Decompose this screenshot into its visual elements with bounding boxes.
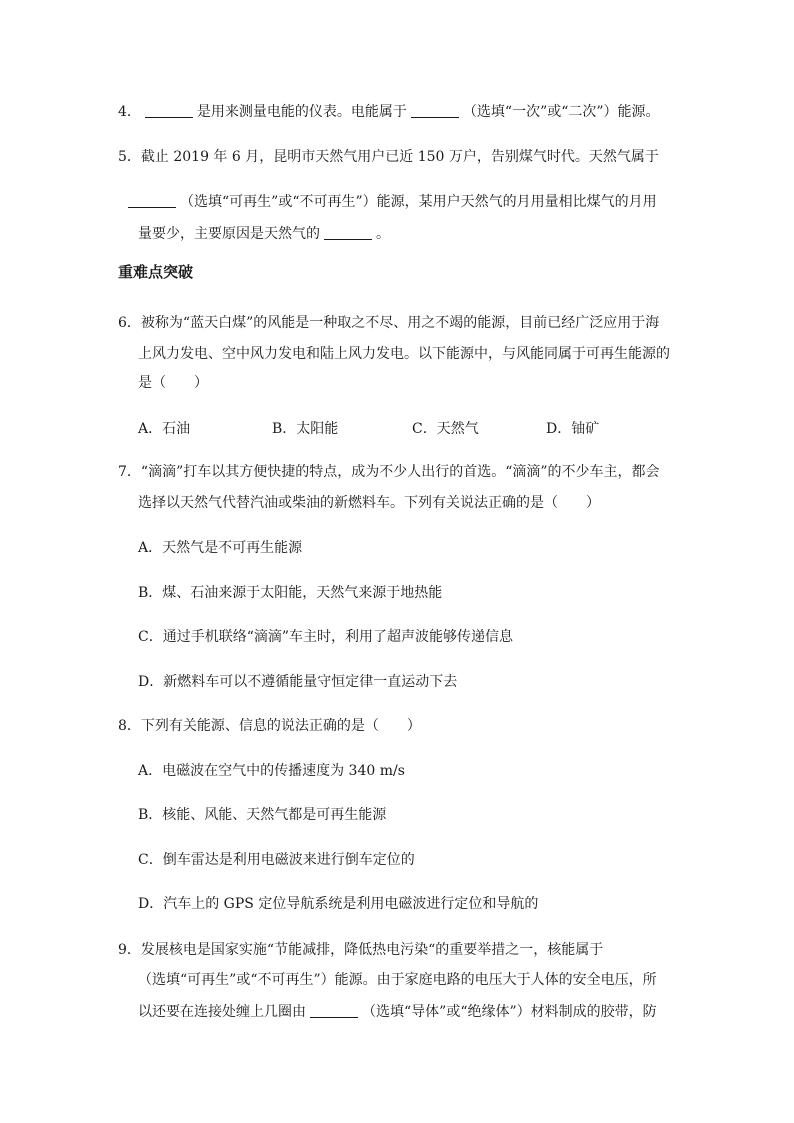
answer-blank <box>128 193 176 208</box>
question-5-line-1: 5．截止 2019 年 6 月，昆明市天然气用户已近 150 万户，告别煤气时代。天然气属于 <box>118 149 659 165</box>
question-7-line-1: 7．“滴滴”打车以其方便快捷的特点，成为不少人出行的首选。“滴滴”的不少车主，都会 <box>118 464 660 480</box>
question-9-text: （选填“导体”或“绝缘体”）材料制成的胶带，防 <box>362 1004 657 1020</box>
question-7-line-2: 选择以天然气代替汽油或柴油的新燃料车。下列有关说法正确的是（ ） <box>138 495 600 511</box>
q7-option-c: C．通过手机联络“滴滴”车主时，利用了超声波能够传递信息 <box>138 629 514 645</box>
answer-blank <box>324 225 372 240</box>
q7-option-a: A．天然气是不可再生能源 <box>138 540 303 556</box>
question-4 <box>118 102 660 122</box>
question-9-line-3 <box>138 1002 657 1022</box>
q7-option-b: B．煤、石油来源于太阳能，天然气来源于地热能 <box>138 585 443 601</box>
question-9-text: 以还要在连接处缠上几圈由 <box>138 1004 306 1020</box>
q6-option-d: D．铀矿 <box>546 421 600 437</box>
q6-option-a: A．石油 <box>138 421 191 437</box>
answer-blank <box>411 103 459 118</box>
question-5-line-2 <box>128 192 657 212</box>
answer-blank <box>310 1003 358 1018</box>
question-4-text-1: 是用来测量电能的仪表。电能属于 <box>196 104 407 120</box>
question-6-line-2: 上风力发电、空中风力发电和陆上风力发电。以下能源中，与风能同属于可再生能源的 <box>138 346 670 362</box>
question-5-line-3 <box>138 224 390 244</box>
section-heading: 重难点突破 <box>118 263 194 281</box>
q7-option-d: D．新燃料车可以不遵循能量守恒定律一直运动下去 <box>138 674 458 690</box>
question-6-line-3: 是（ ） <box>138 375 208 391</box>
q8-option-b: B．核能、风能、天然气都是可再生能源 <box>138 807 387 823</box>
q8-option-d: D．汽车上的 GPS 定位导航系统是利用电磁波进行定位和导航的 <box>138 896 539 912</box>
question-6-line-1: 6．被称为“蓝天白煤”的风能是一种取之不尽、用之不竭的能源，目前已经广泛应用于海 <box>118 315 660 331</box>
question-8-line-1: 8．下列有关能源、信息的说法正确的是（ ） <box>118 718 421 734</box>
question-4-number: 4． <box>118 104 141 120</box>
answer-blank <box>145 103 193 118</box>
q6-option-b: B．太阳能 <box>272 421 339 437</box>
question-5-text: （选填“可再生”或“不可再生”）能源，某用户天然气的月用量相比煤气的月用 <box>180 194 657 210</box>
q6-option-c: C．天然气 <box>412 421 479 437</box>
question-5-text: 量要少，主要原因是天然气的 <box>138 226 320 242</box>
question-9-line-2: （选填“可再生”或“不可再生”）能源。由于家庭电路的电压大于人体的安全电压，所 <box>138 972 657 988</box>
question-9-line-1: 9．发展核电是国家实施“节能减排，降低热电污染“的重要举措之一，核能属于 <box>118 942 604 958</box>
q8-option-a: A．电磁波在空气中的传播速度为 340 m/s <box>138 763 405 779</box>
question-4-text-2: （选填“一次”或“二次”）能源。 <box>462 104 660 120</box>
q8-option-c: C．倒车雷达是利用电磁波来进行倒车定位的 <box>138 852 415 868</box>
question-5-text: 。 <box>376 226 390 242</box>
